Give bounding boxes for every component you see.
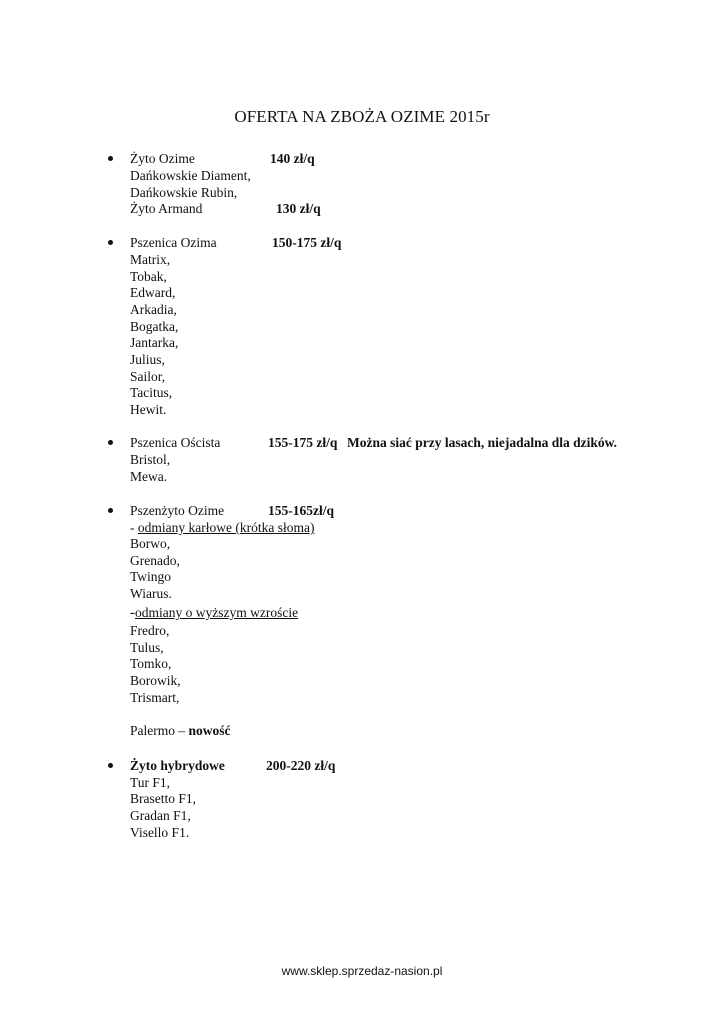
subgroup-label: odmiany o wyższym wzroście bbox=[135, 605, 299, 620]
bullet-icon bbox=[108, 156, 113, 161]
variety-item: Twingo bbox=[130, 569, 172, 584]
section-price: 200-220 zł/q bbox=[266, 758, 336, 773]
bullet-icon bbox=[108, 508, 113, 513]
special-variety bbox=[130, 722, 231, 739]
variety-item: Wiarus. bbox=[130, 586, 172, 601]
section-note: Można siać przy lasach, niejadalna dla dzików. bbox=[347, 435, 618, 450]
section-price: 155-175 zł/q bbox=[268, 435, 338, 450]
new-badge: nowość bbox=[188, 723, 231, 738]
special-variety-name: Palermo – bbox=[130, 723, 189, 738]
variety-item: Tacitus, bbox=[130, 385, 173, 400]
variety-item: Fredro, bbox=[130, 623, 170, 638]
subgroup-dash: - bbox=[130, 520, 138, 535]
variety-item: Tur F1, bbox=[130, 775, 171, 790]
footer-link[interactable]: www.sklep.sprzedaz-nasion.pl bbox=[281, 964, 443, 978]
section-price: 155-165zł/q bbox=[268, 503, 334, 518]
subgroup-label: odmiany karłowe (krótka słoma) bbox=[137, 520, 315, 535]
variety-item: Grenado, bbox=[130, 553, 180, 568]
subgroup-heading bbox=[130, 604, 298, 622]
variety-item: Hewit. bbox=[130, 402, 167, 417]
variety-item: Julius, bbox=[130, 352, 165, 367]
variety-price: 130 zł/q bbox=[276, 201, 321, 216]
bullet-icon bbox=[108, 240, 113, 245]
variety-item: Gradan F1, bbox=[130, 808, 191, 823]
variety-item: Borwo, bbox=[130, 536, 171, 551]
section-name: Żyto hybrydowe bbox=[130, 758, 225, 773]
section-name: Pszenżyto Ozime bbox=[130, 503, 225, 518]
variety-item: Tobak, bbox=[130, 269, 167, 284]
variety-item: Edward, bbox=[130, 285, 176, 300]
variety-item: Arkadia, bbox=[130, 302, 177, 317]
page-title: OFERTA NA ZBOŻA OZIME 2015r bbox=[234, 107, 490, 126]
subgroup-heading bbox=[130, 519, 314, 536]
variety-item: Dańkowskie Rubin, bbox=[130, 185, 238, 200]
variety-item: Bogatka, bbox=[130, 319, 179, 334]
section-name: Pszenica Ozima bbox=[130, 235, 217, 250]
bullet-icon bbox=[108, 440, 113, 445]
variety-item: Dańkowskie Diament, bbox=[130, 168, 251, 183]
subgroup-dash: - bbox=[130, 605, 135, 621]
variety-item: Sailor, bbox=[130, 369, 166, 384]
variety-item: Trismart, bbox=[130, 690, 180, 705]
section-price: 140 zł/q bbox=[270, 151, 315, 166]
variety-item: Bristol, bbox=[130, 452, 171, 467]
variety-item: Jantarka, bbox=[130, 335, 179, 350]
section-price: 150-175 zł/q bbox=[272, 235, 342, 250]
bullet-icon bbox=[108, 763, 113, 768]
variety-item: Matrix, bbox=[130, 252, 171, 267]
variety-item: Brasetto F1, bbox=[130, 791, 196, 806]
variety-item: Tomko, bbox=[130, 656, 172, 671]
variety-item: Visello F1. bbox=[130, 825, 190, 840]
variety-item: Tulus, bbox=[130, 640, 164, 655]
variety-item: Mewa. bbox=[130, 469, 168, 484]
section-name: Pszenica Oścista bbox=[130, 435, 221, 450]
variety-item: Żyto Armand bbox=[130, 201, 203, 216]
variety-item: Borowik, bbox=[130, 673, 181, 688]
section-name: Żyto Ozime bbox=[130, 151, 195, 166]
